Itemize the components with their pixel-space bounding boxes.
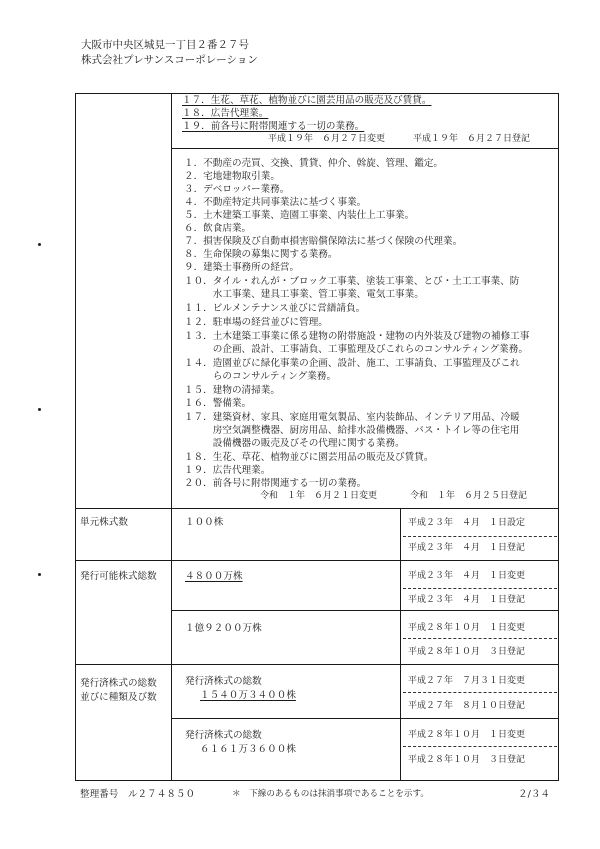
purpose-item: 設備機器の販売及びその代理に関する業務。 [184, 438, 405, 449]
purpose-item: １７．建築資材、家具、家庭用電気製品、室内装飾品、インテリア用品、冷暖 [184, 412, 520, 423]
purpose-item: １３．土木建築工事業に係る建物の附帯施設・建物の内外装及び建物の補修工事 [184, 331, 530, 342]
purpose-item: 水工事業、建具工事業、管工事業、電気工事業。 [184, 289, 424, 300]
purpose-prev-item: １８．広告代理業。 [182, 108, 269, 119]
purpose-item: 房空気調整機器、厨房用品、給排水設備機器、バス・トイレ等の住宅用 [184, 425, 520, 436]
row-divider [171, 610, 559, 611]
authorized-shares-label: 発行可能株式総数 [80, 571, 157, 582]
unit-shares-date: 平成２３年 ４月 １日登記 [408, 543, 526, 553]
purpose-item: １１．ビルメンテナンス並びに営繕請負。 [184, 303, 366, 314]
authorized-shares-date: 平成２３年 ４月 １日登記 [408, 595, 526, 605]
purpose-current-change-date: 令和 １年 ６月２１日変更 [260, 491, 378, 501]
date-dashed-divider [403, 588, 557, 589]
row-divider [75, 560, 559, 561]
purpose-item: １２．駐車場の経営並びに管理。 [184, 317, 328, 328]
purpose-prev-item: １７．生花、草花、植物並びに園芸用品の販売及び賃貸。 [182, 95, 432, 106]
binding-mark [38, 408, 41, 411]
document-header [81, 38, 258, 68]
purpose-prev-change-date: 平成１９年 ６月２７日変更 [268, 134, 386, 144]
purpose-item: ２．宅地建物取引業。 [184, 171, 280, 182]
purpose-item: １９．広告代理業。 [184, 465, 271, 476]
date-dashed-divider [403, 536, 557, 537]
page-number: ２/３４ [518, 789, 551, 800]
authorized-shares-date: 平成２３年 ４月 １日変更 [408, 571, 526, 581]
purpose-prev-reg-date: 平成１９年 ６月２７日登記 [413, 134, 531, 144]
purpose-item: １４．造園並びに緑化事業の企画、設計、施工、工事請負、工事監理及びこれ [184, 358, 520, 369]
issued-shares-date: 平成２７年 ８月１０日登記 [408, 701, 526, 711]
date-dashed-divider [403, 692, 557, 693]
purpose-item: ３．デベロッパー業務。 [184, 184, 290, 195]
purpose-item: １０．タイル・れんが・ブロック工事業、塗装工事業、とび・土工工事業、防 [184, 276, 520, 287]
purpose-item: ８．生命保険の募集に関する業務。 [184, 249, 338, 260]
company-address: 大阪市中央区城見一丁目２番２７号 [81, 39, 249, 51]
issued-shares-title: 発行済株式の総数 [185, 730, 262, 741]
date-column-divider [400, 508, 401, 781]
purpose-item: １６．警備業。 [184, 398, 252, 409]
authorized-shares-date: 平成２８年１０月 １日変更 [408, 623, 526, 633]
date-dashed-divider [403, 746, 557, 747]
row-divider [75, 664, 559, 665]
purpose-item: ４．不動産特定共同事業法に基づく事業。 [184, 197, 367, 208]
serial-number: 整理番号 ル２７４８５０ [80, 789, 196, 800]
purpose-item: ７．損害保険及び自動車損害賠償保障法に基づく保険の代理業。 [184, 236, 463, 247]
purpose-item: １．不動産の売買、交換、賃貸、仲介、斡旋、管理、鑑定。 [184, 158, 444, 169]
unit-shares-label: 単元株式数 [80, 517, 128, 528]
label-column-divider [171, 93, 172, 781]
row-divider [75, 508, 559, 509]
issued-shares-title: 発行済株式の総数 [185, 676, 262, 687]
purpose-current-reg-date: 令和 １年 ６月２５日登記 [410, 491, 528, 501]
purpose-prev-item: １９．前各号に附帯関連する一切の業務。 [182, 121, 365, 132]
purpose-item: ６．飲食店業。 [184, 223, 252, 234]
purpose-item: ９．建築士事務所の経営。 [184, 262, 300, 273]
authorized-shares-value: １億９２００万株 [185, 623, 262, 634]
date-dashed-divider [403, 638, 557, 639]
row-divider [171, 718, 559, 719]
issued-shares-date: 平成２８年１０月 １日変更 [408, 730, 526, 740]
issued-shares-label: 並びに種類及び数 [80, 692, 157, 703]
binding-mark [38, 243, 41, 246]
footer-note: ＊ 下線のあるものは抹消事項であることを示す。 [232, 789, 429, 799]
purpose-item: の企画、設計、工事請負、工事監理及びこれらのコンサルティング業務。 [184, 344, 528, 355]
purpose-item: １８．生花、草花、植物並びに園芸用品の販売及び賃貸。 [184, 452, 434, 463]
unit-shares-value: １００株 [185, 517, 224, 528]
purpose-item: らのコンサルティング業務。 [184, 371, 337, 382]
issued-shares-date: 平成２７年 ７月３１日変更 [408, 676, 526, 686]
purpose-item: ５．土木建築工事業、造園工事業、内装仕上工事業。 [184, 210, 415, 221]
unit-shares-date: 平成２３年 ４月 １日設定 [408, 518, 526, 528]
issued-shares-value: ６１６１万３６００株 [200, 744, 296, 755]
purpose-item: ２０．前各号に附帯関連する一切の業務。 [184, 478, 367, 489]
binding-mark [38, 573, 41, 576]
issued-shares-value: １５４０万３４００株 [200, 690, 296, 701]
company-name: 株式会社プレサンスコーポレーション [81, 54, 258, 66]
issued-shares-label: 発行済株式の総数 [80, 678, 157, 689]
issued-shares-date: 平成２８年１０月 ３日登記 [408, 755, 526, 765]
authorized-shares-date: 平成２８年１０月 ３日登記 [408, 647, 526, 657]
authorized-shares-value: ４８００万株 [185, 571, 243, 582]
purpose-divider [171, 148, 559, 149]
purpose-item: １５．建物の清掃業。 [184, 385, 280, 396]
